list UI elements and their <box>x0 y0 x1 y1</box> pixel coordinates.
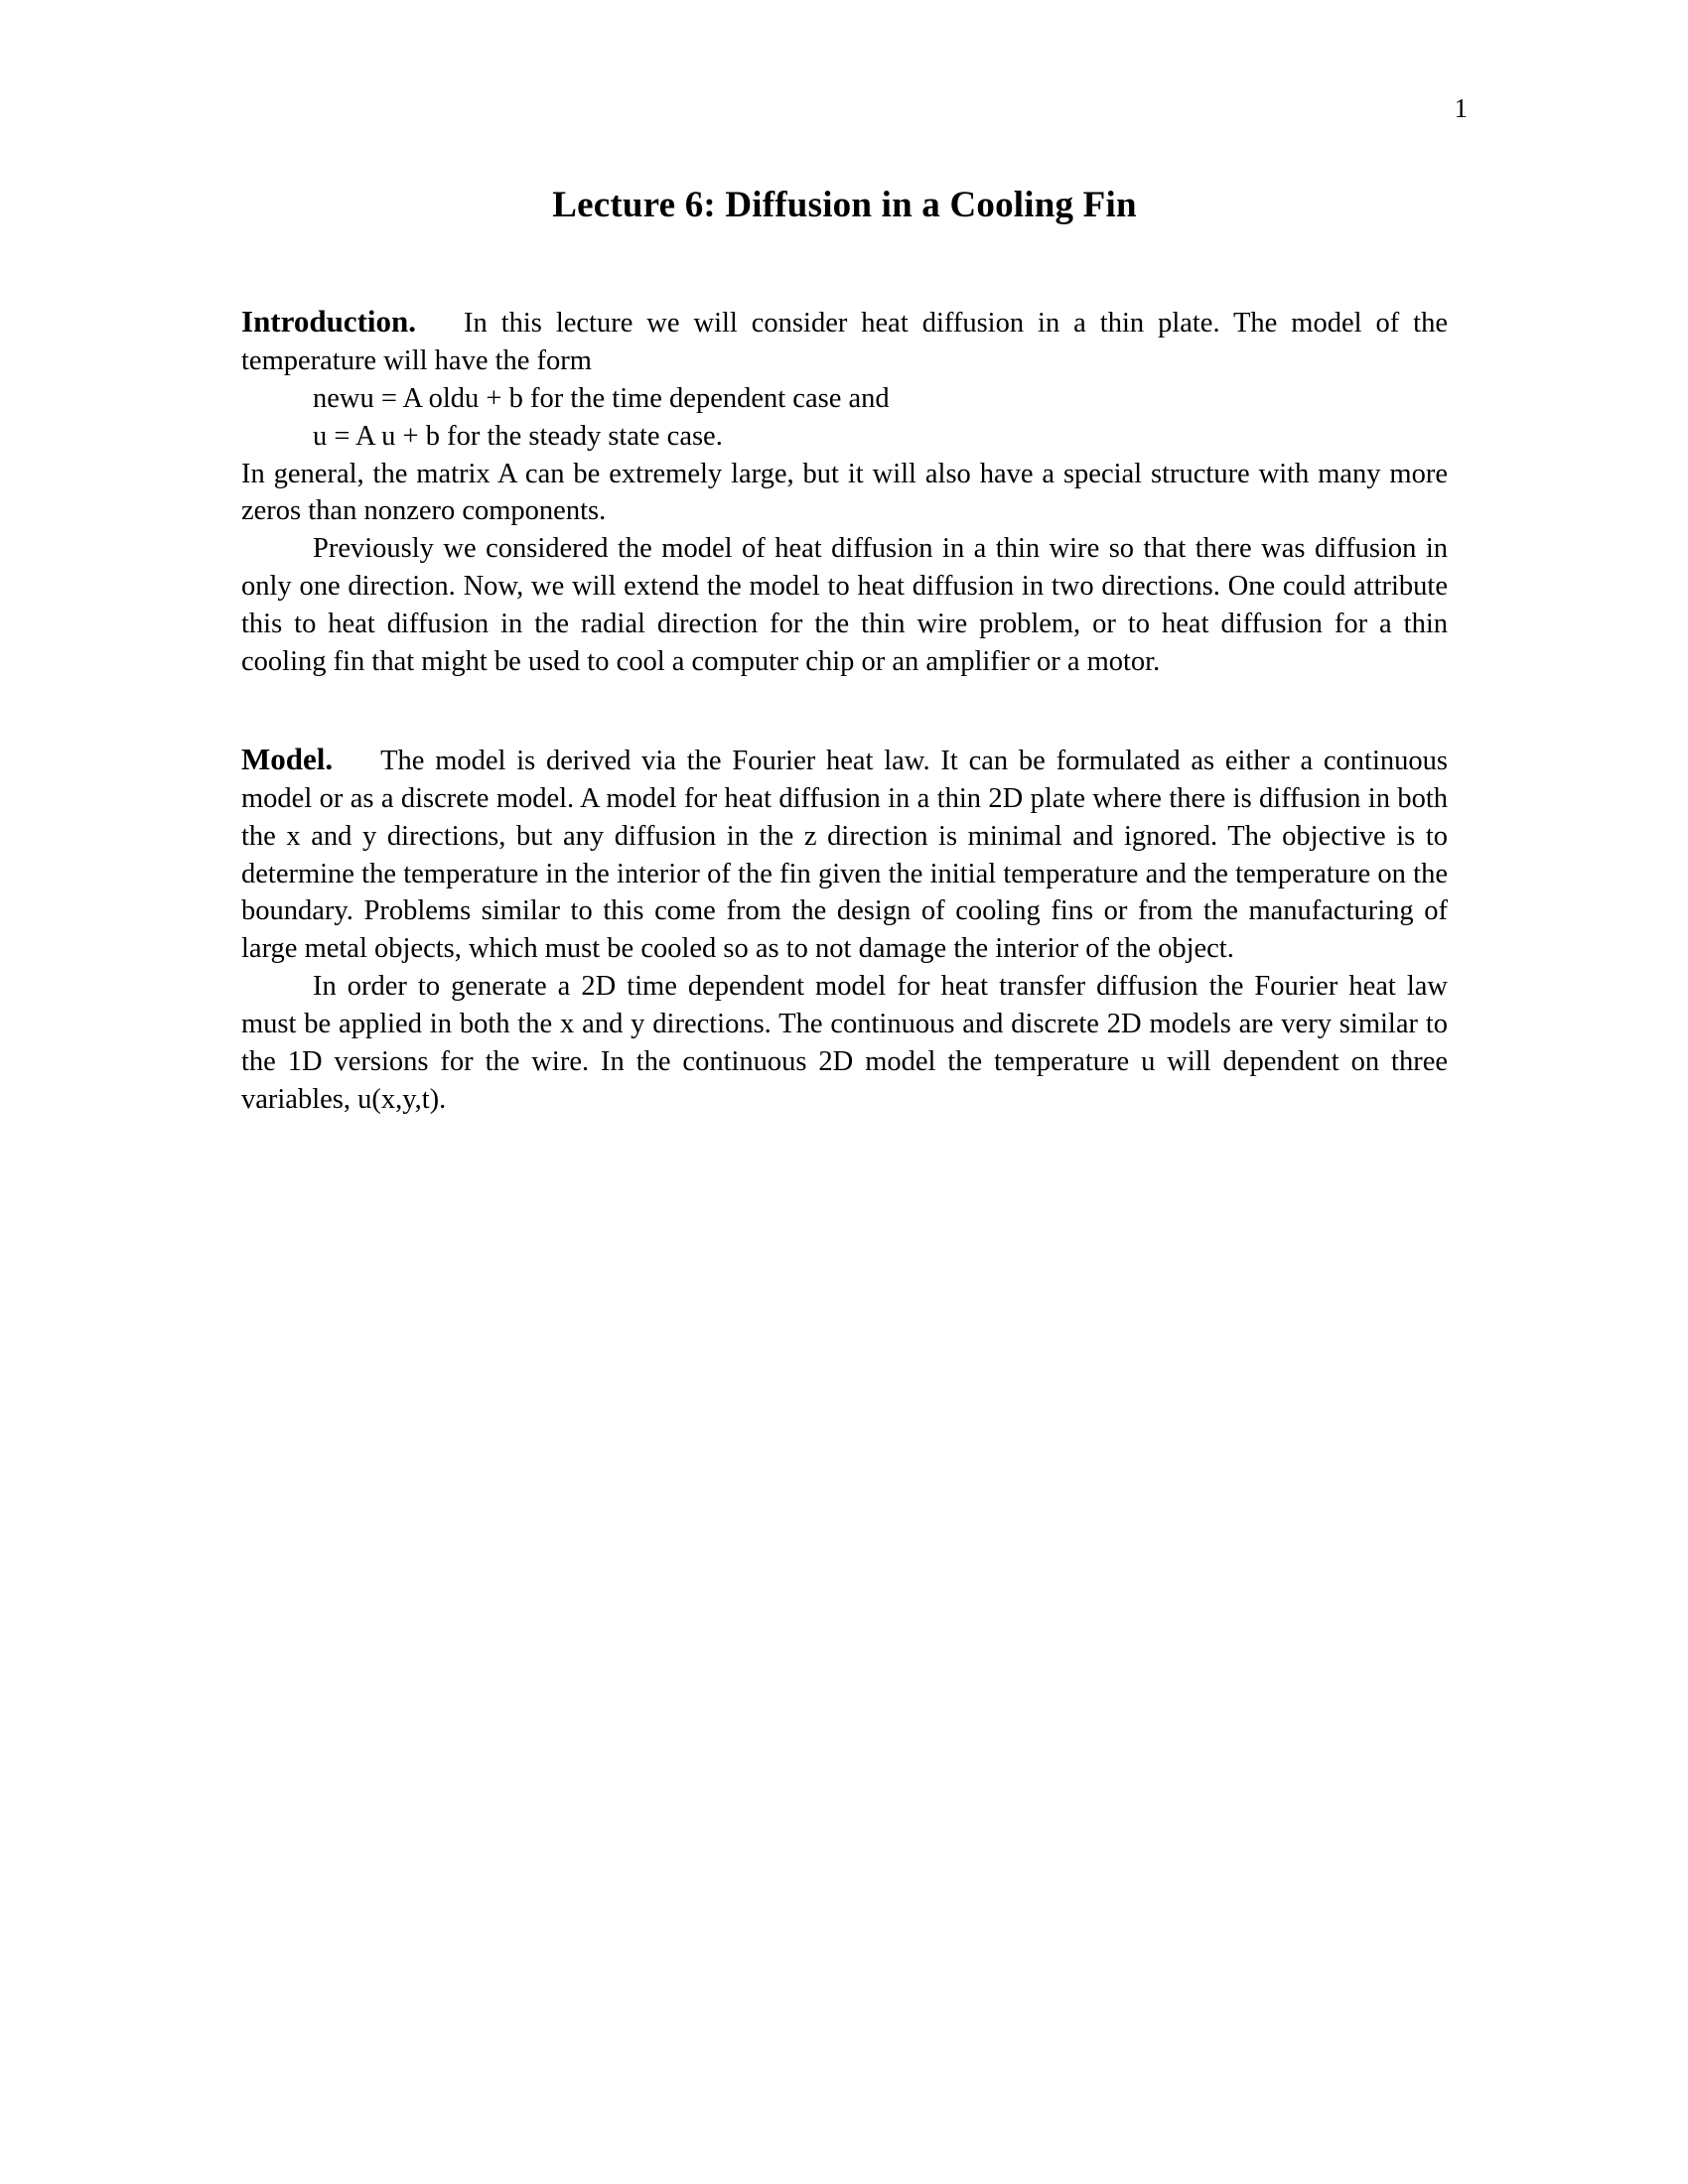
intro-paragraph-previously <box>241 530 1448 681</box>
spacer <box>241 681 1448 739</box>
document-body <box>241 184 1448 1119</box>
intro-paragraph-matrix: In general, the matrix A can be extremely large, but it will also have a special structure with many more zeros than nonzero components. <box>241 458 1448 527</box>
section-heading-model: Model. <box>241 741 334 776</box>
model-paragraph-2d <box>241 968 1448 1119</box>
model-first-paragraph <box>241 739 1448 968</box>
equation-steady-state: u = A u + b for the steady state case. <box>313 420 723 452</box>
page-number: 1 <box>1454 93 1468 123</box>
section-heading-introduction: Introduction. <box>241 304 416 339</box>
intro-paragraph-text: In this lecture we will consider heat diffusion in a thin plate. The model of the temperature will have the form <box>241 308 1448 376</box>
page-title: Lecture 6: Diffusion in a Cooling Fin <box>552 185 1137 225</box>
model-paragraph-2d-text: In order to generate a 2D time dependent model for heat transfer diffusion the Fourier heat law must be applied in both the x and y directions. The continuous and discrete 2D models are very similar to the 1D versions for the wire. In the continuous 2D model the temperature u will dependent on three variables, u(x,y,t). <box>241 971 1448 1115</box>
spacer <box>241 226 1448 301</box>
model-paragraph-text: The model is derived via the Fourier heat law. It can be formulated as either a continuous model or as a discrete model. A model for heat diffusion in a thin 2D plate where there is diffusion in both the x and y directions, but any diffusion in the z direction is minimal and ignored. The objective is to determine the temperature in the interior of the fin given the initial temperature and the temperature on the boundary. Problems similar to this come from the design of cooling fins or from the manufacturing of large metal objects, which must be cooled so as to not damage the interior of the object. <box>241 745 1448 965</box>
intro-paragraph-previously-text: Previously we considered the model of heat diffusion in a thin wire so that there was diffusion in only one direction. Now, we will extend the model to heat diffusion in two directions. One could attribute this to heat diffusion in the radial direction for the thin wire problem, or to heat diffusion for a thin cooling fin that might be used to cool a computer chip or an amplifier or a motor. <box>241 533 1448 678</box>
intro-first-paragraph <box>241 301 1448 380</box>
equation-time-dependent: newu = A oldu + b for the time dependent case and <box>313 382 890 414</box>
